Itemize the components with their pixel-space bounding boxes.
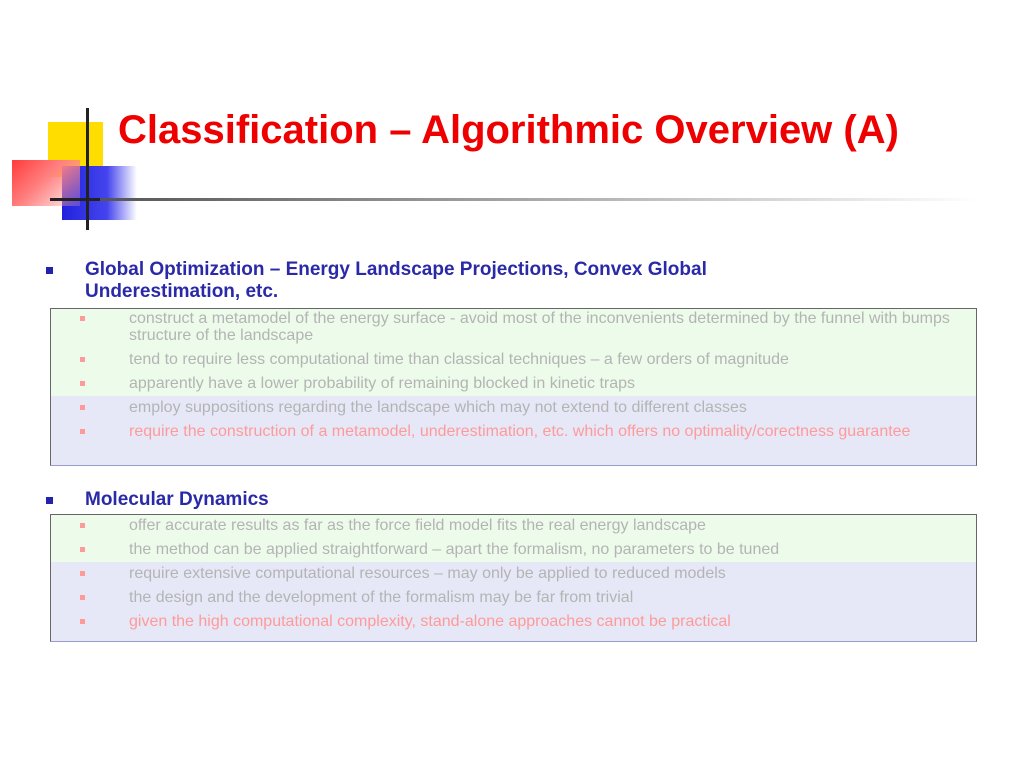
bullet-square-icon bbox=[80, 619, 85, 624]
bullet-square-icon bbox=[80, 523, 85, 528]
bullet-square-icon bbox=[46, 267, 53, 274]
section-heading-text: Molecular Dynamics bbox=[85, 489, 269, 510]
logo-vertical-line bbox=[86, 108, 89, 230]
bullet-square-icon bbox=[80, 429, 85, 434]
bullet-square-icon bbox=[80, 381, 85, 386]
bullet-square-icon bbox=[80, 547, 85, 552]
title-underline bbox=[100, 198, 980, 201]
bullet-square-icon bbox=[80, 316, 85, 321]
bullet-square-icon bbox=[80, 357, 85, 362]
bullet-square-icon bbox=[80, 571, 85, 576]
section-heading-text: Global Optimization – Energy Landscape Projections, Convex Global Underestimation, etc. bbox=[85, 259, 707, 302]
slide-title: Classification – Algorithmic Overview (A) bbox=[118, 108, 899, 152]
bullet-square-icon bbox=[80, 595, 85, 600]
bullet-square-icon bbox=[46, 497, 53, 504]
bullet-square-icon bbox=[80, 405, 85, 410]
